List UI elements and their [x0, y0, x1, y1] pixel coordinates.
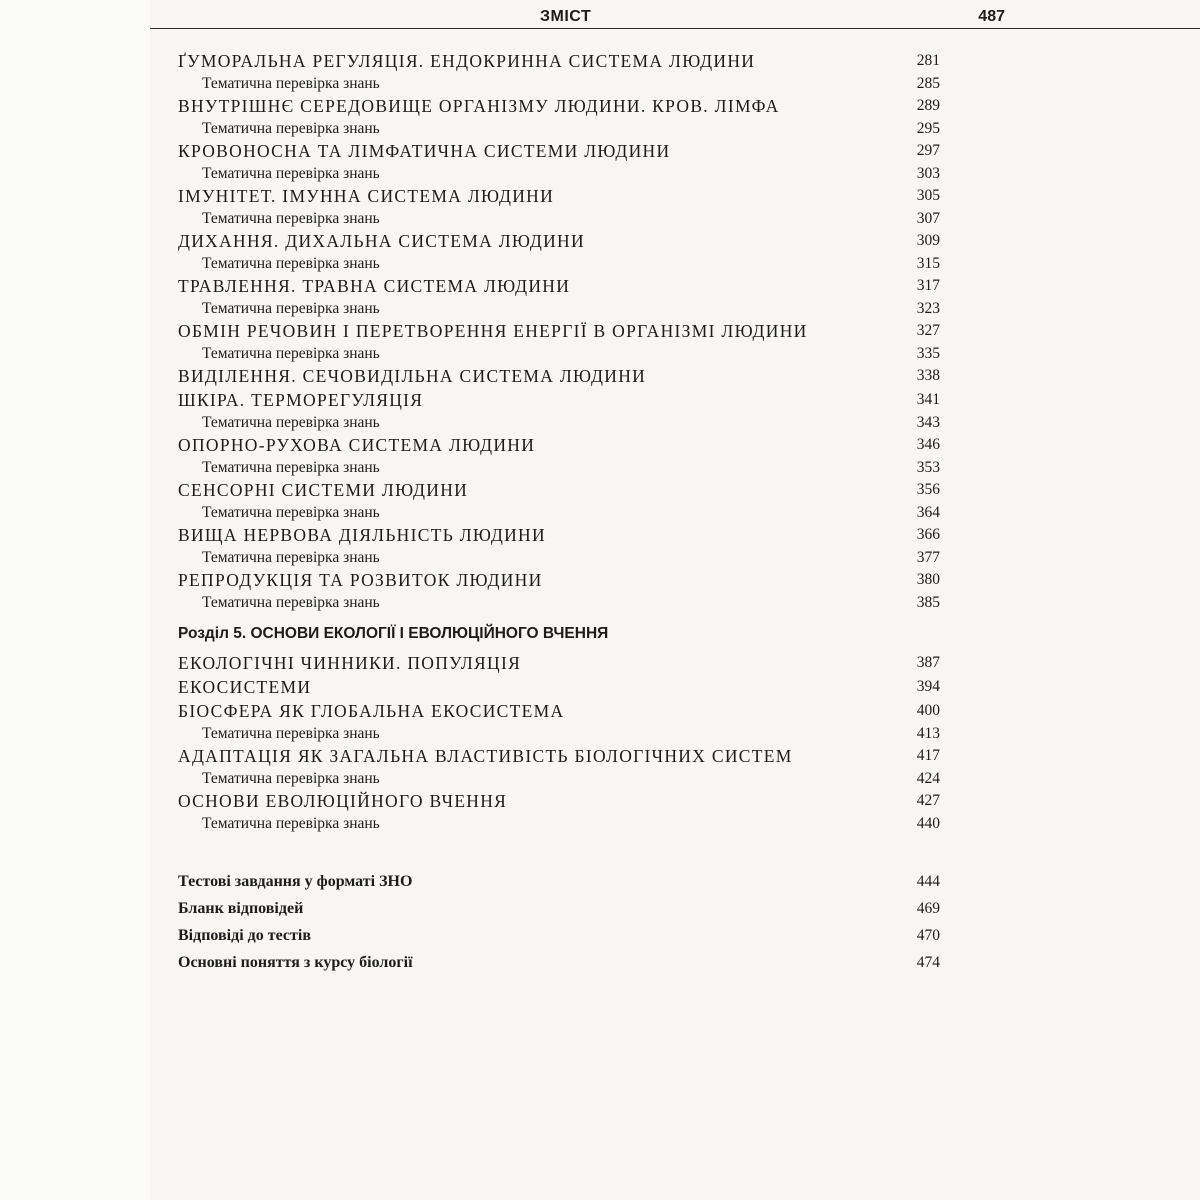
toc-entry-page: 327 — [916, 322, 940, 339]
toc-subentry — [178, 502, 948, 523]
section-heading: Розділ 5. ОСНОВИ ЕКОЛОГІЇ І ЕВОЛЮЦІЙНОГО ВЧЕННЯ — [178, 625, 609, 642]
toc-subentry — [178, 592, 948, 613]
toc-entry-title: ЕКОСИСТЕМИ — [178, 677, 312, 697]
toc-subentry — [178, 73, 948, 94]
page-title: ЗМІСТ — [540, 8, 592, 25]
toc-subentry-page: 285 — [916, 75, 940, 92]
toc-subentry-page: 323 — [916, 300, 940, 317]
toc-subentry-title: Тематична перевірка знань — [202, 165, 380, 182]
toc-entry-page: 289 — [916, 97, 940, 114]
appendix-entry-title: Тестові завдання у форматі ЗНО — [178, 873, 413, 890]
toc-subentry — [178, 457, 948, 478]
toc-entry-page: 341 — [916, 391, 940, 408]
toc-entry-title: ОПОРНО-РУХОВА СИСТЕМА ЛЮДИНИ — [178, 435, 536, 455]
appendix-entry-page: 469 — [916, 900, 940, 917]
toc-entry-title: ТРАВЛЕННЯ. ТРАВНА СИСТЕМА ЛЮДИНИ — [178, 276, 571, 296]
toc-entry — [178, 699, 948, 723]
toc-subentry — [178, 163, 948, 184]
toc-entry-page: 400 — [916, 702, 940, 719]
toc-entry — [178, 433, 948, 457]
toc-subentry-page: 385 — [916, 594, 940, 611]
page-number: 487 — [978, 8, 1005, 25]
toc-subentry-title: Тематична перевірка знань — [202, 815, 380, 832]
toc-entry-page: 338 — [916, 367, 940, 384]
toc-entry — [178, 229, 948, 253]
toc-subentry-page: 424 — [916, 770, 940, 787]
appendix-entry-page: 474 — [916, 954, 940, 971]
appendix-entry-title: Бланк відповідей — [178, 900, 304, 917]
appendix-entry — [178, 868, 948, 895]
toc-entry-title: ВИДІЛЕННЯ. СЕЧОВИДІЛЬНА СИСТЕМА ЛЮДИНИ — [178, 366, 647, 386]
toc-entry — [178, 789, 948, 813]
toc-subentry-page: 335 — [916, 345, 940, 362]
appendix-entry — [178, 922, 948, 949]
toc-entry — [178, 139, 948, 163]
toc-entry — [178, 744, 948, 768]
toc-entry — [178, 651, 948, 675]
toc-entry — [178, 184, 948, 208]
toc-entry-title: ВИЩА НЕРВОВА ДІЯЛЬНІСТЬ ЛЮДИНИ — [178, 525, 546, 545]
toc-entry-page: 417 — [916, 747, 940, 764]
toc-subentry-page: 440 — [916, 815, 940, 832]
appendix-entry-page: 444 — [916, 873, 940, 890]
toc-entry — [178, 364, 948, 388]
toc-subentry-title: Тематична перевірка знань — [202, 594, 380, 611]
toc-entry — [178, 523, 948, 547]
toc-subentry-title: Тематична перевірка знань — [202, 770, 380, 787]
toc-subentry-page: 364 — [916, 504, 940, 521]
toc-entry — [178, 319, 948, 343]
toc-subentry — [178, 298, 948, 319]
toc-entry-page: 427 — [916, 792, 940, 809]
toc-entry-title: ОБМІН РЕЧОВИН І ПЕРЕТВОРЕННЯ ЕНЕРГІЇ В ОРГАНІЗМІ ЛЮДИНИ — [178, 321, 808, 341]
appendix-entry — [178, 949, 948, 976]
toc-entry-title: ҐУМОРАЛЬНА РЕГУЛЯЦІЯ. ЕНДОКРИННА СИСТЕМА ЛЮДИНИ — [178, 51, 756, 71]
page-margin — [0, 0, 150, 1200]
toc-entry — [178, 94, 948, 118]
toc-entry-page: 297 — [916, 142, 940, 159]
toc-subentry — [178, 412, 948, 433]
appendix-entry-title: Відповіді до тестів — [178, 927, 311, 944]
toc-subentry-title: Тематична перевірка знань — [202, 504, 380, 521]
toc-subentry-page: 353 — [916, 459, 940, 476]
toc-entry — [178, 388, 948, 412]
toc-entry-title: ЕКОЛОГІЧНІ ЧИННИКИ. ПОПУЛЯЦІЯ — [178, 653, 522, 673]
toc-entry — [178, 49, 948, 73]
toc-subentry-page: 413 — [916, 725, 940, 742]
toc-entry-title: КРОВОНОСНА ТА ЛІМФАТИЧНА СИСТЕМИ ЛЮДИНИ — [178, 141, 671, 161]
toc-subentry-title: Тематична перевірка знань — [202, 75, 380, 92]
appendix-entry-page: 470 — [916, 927, 940, 944]
toc-subentry — [178, 723, 948, 744]
toc-entry-page: 309 — [916, 232, 940, 249]
toc-subentry-title: Тематична перевірка знань — [202, 459, 380, 476]
toc-entry-page: 380 — [916, 571, 940, 588]
toc-subentry-title: Тематична перевірка знань — [202, 549, 380, 566]
toc-subentry-page: 343 — [916, 414, 940, 431]
toc-subentry — [178, 118, 948, 139]
toc-subentry-title: Тематична перевірка знань — [202, 300, 380, 317]
toc-entry-title: ДИХАННЯ. ДИХАЛЬНА СИСТЕМА ЛЮДИНИ — [178, 231, 585, 251]
toc-subentry-title: Тематична перевірка знань — [202, 414, 380, 431]
spacer — [178, 834, 948, 868]
toc-entry-title: РЕПРОДУКЦІЯ ТА РОЗВИТОК ЛЮДИНИ — [178, 570, 543, 590]
appendix-entry-title: Основні поняття з курсу біології — [178, 954, 413, 971]
header-rule — [150, 28, 1200, 29]
toc-subentry — [178, 547, 948, 568]
toc-subentry-page: 315 — [916, 255, 940, 272]
toc-entry-page: 346 — [916, 436, 940, 453]
toc-subentry — [178, 813, 948, 834]
toc-subentry-title: Тематична перевірка знань — [202, 210, 380, 227]
toc-entry-title: АДАПТАЦІЯ ЯК ЗАГАЛЬНА ВЛАСТИВІСТЬ БІОЛОГІЧНИХ СИСТЕМ — [178, 746, 793, 766]
appendix-entry — [178, 895, 948, 922]
toc-entry-title: ВНУТРІШНЄ СЕРЕДОВИЩЕ ОРГАНІЗМУ ЛЮДИНИ. КРОВ. ЛІМФА — [178, 96, 780, 116]
toc-subentry-page: 377 — [916, 549, 940, 566]
toc-entry-title: СЕНСОРНІ СИСТЕМИ ЛЮДИНИ — [178, 480, 469, 500]
toc-subentry-title: Тематична перевірка знань — [202, 255, 380, 272]
toc-entry-title: ШКІРА. ТЕРМОРЕГУЛЯЦІЯ — [178, 390, 424, 410]
toc-entry-title: ОСНОВИ ЕВОЛЮЦІЙНОГО ВЧЕННЯ — [178, 791, 508, 811]
toc-entry — [178, 478, 948, 502]
toc-entry-page: 394 — [916, 678, 940, 695]
toc-subentry-page: 303 — [916, 165, 940, 182]
toc-subentry-title: Тематична перевірка знань — [202, 725, 380, 742]
toc-subentry-page: 295 — [916, 120, 940, 137]
toc-entry-page: 281 — [916, 52, 940, 69]
toc-entry-title: ІМУНІТЕТ. ІМУННА СИСТЕМА ЛЮДИНИ — [178, 186, 555, 206]
toc-subentry-title: Тематична перевірка знань — [202, 345, 380, 362]
toc-entry — [178, 568, 948, 592]
toc-subentry-title: Тематична перевірка знань — [202, 120, 380, 137]
toc-subentry — [178, 768, 948, 789]
table-of-contents — [178, 49, 948, 976]
toc-entry — [178, 274, 948, 298]
toc-entry — [178, 675, 948, 699]
toc-subentry — [178, 343, 948, 364]
toc-entry-page: 387 — [916, 654, 940, 671]
toc-entry-page: 366 — [916, 526, 940, 543]
toc-entry-title: БІОСФЕРА ЯК ГЛОБАЛЬНА ЕКОСИСТЕМА — [178, 701, 565, 721]
toc-subentry — [178, 208, 948, 229]
toc-entry-page: 305 — [916, 187, 940, 204]
toc-entry-page: 356 — [916, 481, 940, 498]
toc-entry-page: 317 — [916, 277, 940, 294]
toc-subentry-page: 307 — [916, 210, 940, 227]
toc-subentry — [178, 253, 948, 274]
